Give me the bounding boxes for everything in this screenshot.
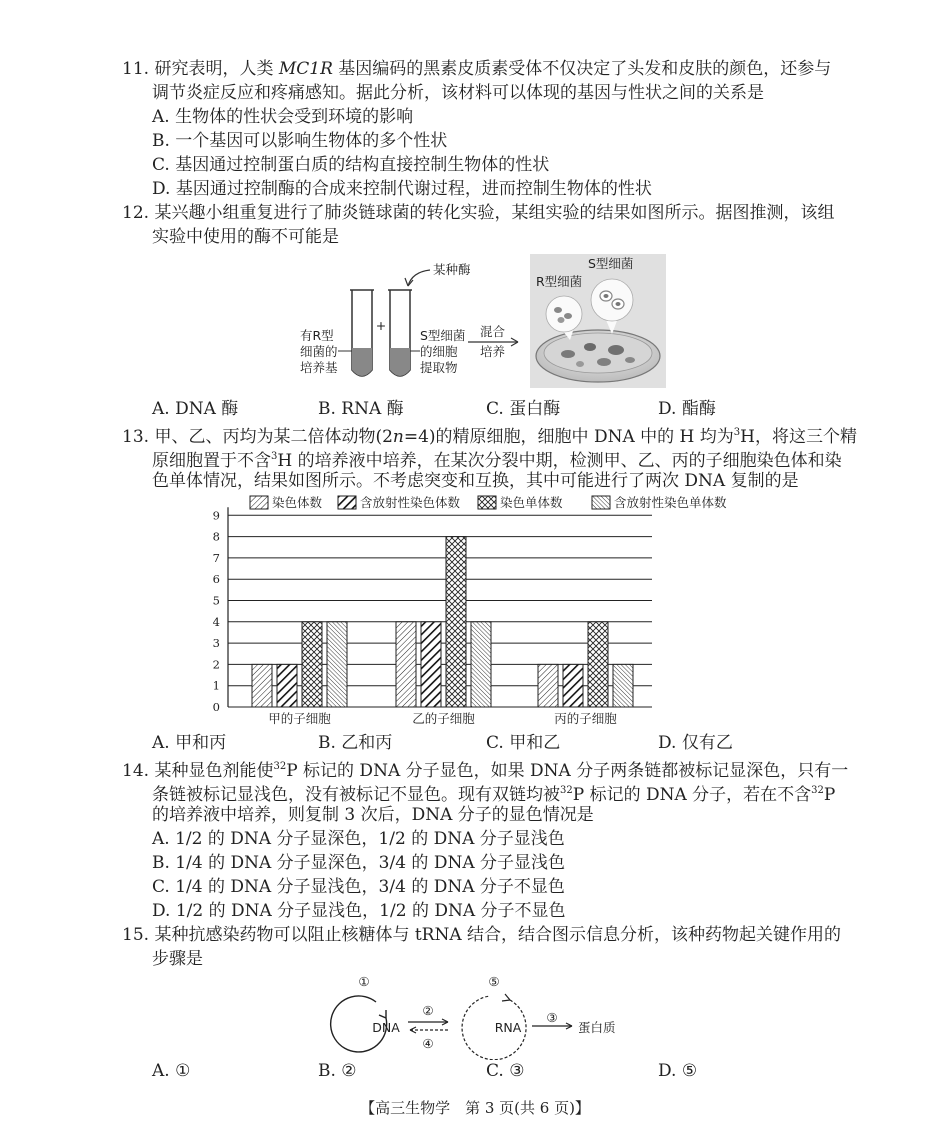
q15-option-a: A. ① — [152, 1061, 191, 1081]
protein-label: 蛋白质 — [578, 1020, 616, 1035]
q12-option-c: C. 蛋白酶 — [486, 399, 561, 419]
q12-stem-line2: 实验中使用的酶不可能是 — [152, 227, 339, 247]
test-tube-right — [388, 290, 412, 376]
legend-swatch — [250, 496, 268, 509]
q13-text: 原细胞置于不含 — [152, 451, 271, 471]
q13-stem-line3: 色单体情况，结果如图所示。不考虑突变和互换，其中可能进行了两次 DNA 复制的是 — [152, 471, 799, 491]
bar-1-2 — [277, 664, 297, 707]
q13-sup: 3 — [733, 427, 741, 438]
q11-text: 11. 研究表明，人类 — [122, 59, 279, 79]
q12-stem-line1: 12. 某兴趣小组重复进行了肺炎链球菌的转化实验，某组实验的结果如图所示。据图推测，该组 — [122, 203, 835, 223]
q15-option-c: C. ③ — [486, 1061, 525, 1081]
bar-1-4 — [327, 622, 347, 707]
gene-name: MC1R — [278, 59, 333, 79]
y-tick-label: 3 — [212, 636, 220, 651]
q13-text: H，将这三个精 — [740, 427, 857, 447]
q14-stem-line1 — [122, 756, 848, 782]
q14-sup: 32 — [811, 785, 824, 796]
q13-stem-line1 — [122, 422, 857, 448]
q12-option-b: B. RNA 酶 — [318, 399, 404, 419]
q14-stem-line2 — [152, 780, 835, 806]
bar-3-1 — [538, 664, 558, 707]
y-tick-label: 8 — [212, 529, 220, 544]
s-extract-label-3: 提取物 — [420, 360, 458, 375]
q12-figure — [290, 250, 670, 392]
legend-label: 染色体数 — [272, 495, 323, 510]
mix-label-1: 混合 — [480, 324, 506, 339]
q13-text: H 的培养液中培养，在某次分裂中期，检测甲、乙、丙的子细胞染色体和染 — [277, 451, 842, 471]
s-extract-label-1: S型细菌 — [420, 328, 466, 343]
bar-1-1 — [252, 664, 272, 707]
rna-label: RNA — [494, 1020, 522, 1035]
x-category-label: 丙的子细胞 — [554, 711, 617, 726]
q13-text: =4)的精原细胞，细胞中 DNA 中的 H 均为 — [403, 427, 734, 447]
step-1-label: ① — [358, 974, 370, 989]
q11-option-d: D. 基因通过控制酶的合成来控制代谢过程，进而控制生物体的性状 — [152, 179, 652, 199]
q14-option-a: A. 1/2 的 DNA 分子显深色，1/2 的 DNA 分子显浅色 — [152, 829, 565, 849]
r-medium-label-3: 培养基 — [300, 360, 338, 375]
bar-2-2 — [421, 622, 441, 707]
s-extract-label-2: 的细胞 — [420, 344, 458, 359]
central-dogma-figure — [320, 970, 640, 1060]
q13-var: n — [392, 427, 404, 447]
bar-3-2 — [563, 664, 583, 707]
q13-text: 13. 甲、乙、丙均为某二倍体动物(2 — [122, 427, 393, 447]
y-tick-label: 5 — [212, 593, 220, 608]
y-tick-label: 6 — [212, 572, 220, 587]
bar-2-4 — [471, 622, 491, 707]
q14-option-d: D. 1/2 的 DNA 分子显浅色，1/2 的 DNA 分子不显色 — [152, 901, 566, 921]
r-bacteria-label: R型细菌 — [536, 274, 583, 289]
legend-label: 染色单体数 — [500, 495, 563, 510]
dna-label: DNA — [372, 1020, 400, 1035]
legend-swatch — [592, 496, 610, 509]
q13-option-c: C. 甲和乙 — [486, 733, 561, 753]
x-category-label: 乙的子细胞 — [412, 711, 475, 726]
q15-stem-line1: 15. 某种抗感染药物可以阻止核糖体与 tRNA 结合，结合图示信息分析，该种药物起关键作用的 — [122, 925, 842, 945]
page-footer: 【高三生物学 第 3 页(共 6 页)】 — [360, 1099, 590, 1117]
legend-label: 含放射性染色体数 — [360, 495, 461, 510]
bar-2-3 — [446, 537, 466, 707]
q14-option-b: B. 1/4 的 DNA 分子显深色，3/4 的 DNA 分子显浅色 — [152, 853, 566, 873]
q12-option-d: D. 酯酶 — [658, 399, 716, 419]
q14-text: 条链被标记显浅色，没有被标记不显色。现有双链均被 — [152, 785, 560, 805]
q14-text: P 标记的 DNA 分子，若在不含 — [572, 785, 812, 805]
r-medium-label-2: 细菌的 — [300, 344, 338, 359]
q14-text: P — [823, 785, 836, 805]
q13-stem-line2 — [152, 446, 842, 472]
s-bacteria-label: S型细菌 — [588, 256, 634, 271]
bar-chart — [200, 490, 760, 730]
q12-option-a: A. DNA 酶 — [152, 399, 239, 419]
test-tube-left — [350, 290, 374, 376]
q14-stem-line3: 的培养液中培养，则复制 3 次后，DNA 分子的显色情况是 — [152, 805, 594, 825]
bar-1-3 — [302, 622, 322, 707]
enzyme-arrow — [408, 270, 430, 286]
plus-sign: + — [375, 318, 387, 333]
q13-option-a: A. 甲和丙 — [152, 733, 227, 753]
step-2-label: ② — [422, 1003, 434, 1018]
y-tick-label: 9 — [212, 508, 220, 523]
legend-label: 含放射性染色单体数 — [614, 495, 727, 510]
legend-swatch — [478, 496, 496, 509]
q11-option-b: B. 一个基因可以影响生物体的多个性状 — [152, 131, 448, 151]
bar-3-3 — [588, 622, 608, 707]
q15-option-b: B. ② — [318, 1061, 357, 1081]
step-4-label: ④ — [422, 1036, 434, 1051]
mix-label-2: 培养 — [480, 344, 506, 359]
q14-sup: 32 — [273, 761, 287, 772]
y-tick-label: 2 — [212, 657, 220, 672]
q15-option-d: D. ⑤ — [658, 1061, 698, 1081]
legend-swatch — [338, 496, 356, 509]
q14-text: P 标记的 DNA 分子显色，如果 DNA 分子两条链都被标记显深色，只有一 — [286, 761, 849, 781]
q11-option-a: A. 生物体的性状会受到环境的影响 — [152, 107, 414, 127]
x-category-label: 甲的子细胞 — [268, 711, 331, 726]
q11-option-c: C. 基因通过控制蛋白质的结构直接控制生物体的性状 — [152, 155, 550, 175]
q13-option-d: D. 仅有乙 — [658, 733, 733, 753]
bar-3-4 — [613, 664, 633, 707]
q13-sup: 3 — [271, 451, 278, 462]
r-medium-label-1: 有R型 — [300, 328, 334, 343]
step-5-label: ⑤ — [488, 974, 500, 989]
y-tick-label: 1 — [212, 678, 220, 693]
q14-text: 14. 某种显色剂能使 — [122, 761, 274, 781]
q13-option-b: B. 乙和丙 — [318, 733, 393, 753]
y-tick-label: 7 — [212, 550, 220, 565]
q14-option-c: C. 1/4 的 DNA 分子显浅色，3/4 的 DNA 分子不显色 — [152, 877, 565, 897]
enzyme-label: 某种酶 — [433, 262, 471, 277]
q11-stem-line2: 调节炎症反应和疼痛感知。据此分析，该材料可以体现的基因与性状之间的关系是 — [152, 83, 764, 103]
q11-text: 基因编码的黑素皮质素受体不仅决定了头发和皮肤的颜色，还参与 — [332, 59, 832, 79]
step-3-label: ③ — [546, 1010, 558, 1025]
q14-sup: 32 — [560, 785, 573, 796]
bar-2-1 — [396, 622, 416, 707]
q15-stem-line2: 步骤是 — [152, 949, 203, 969]
q11-stem-line1 — [122, 58, 831, 80]
y-tick-label: 0 — [212, 700, 220, 714]
y-tick-label: 4 — [212, 614, 220, 629]
